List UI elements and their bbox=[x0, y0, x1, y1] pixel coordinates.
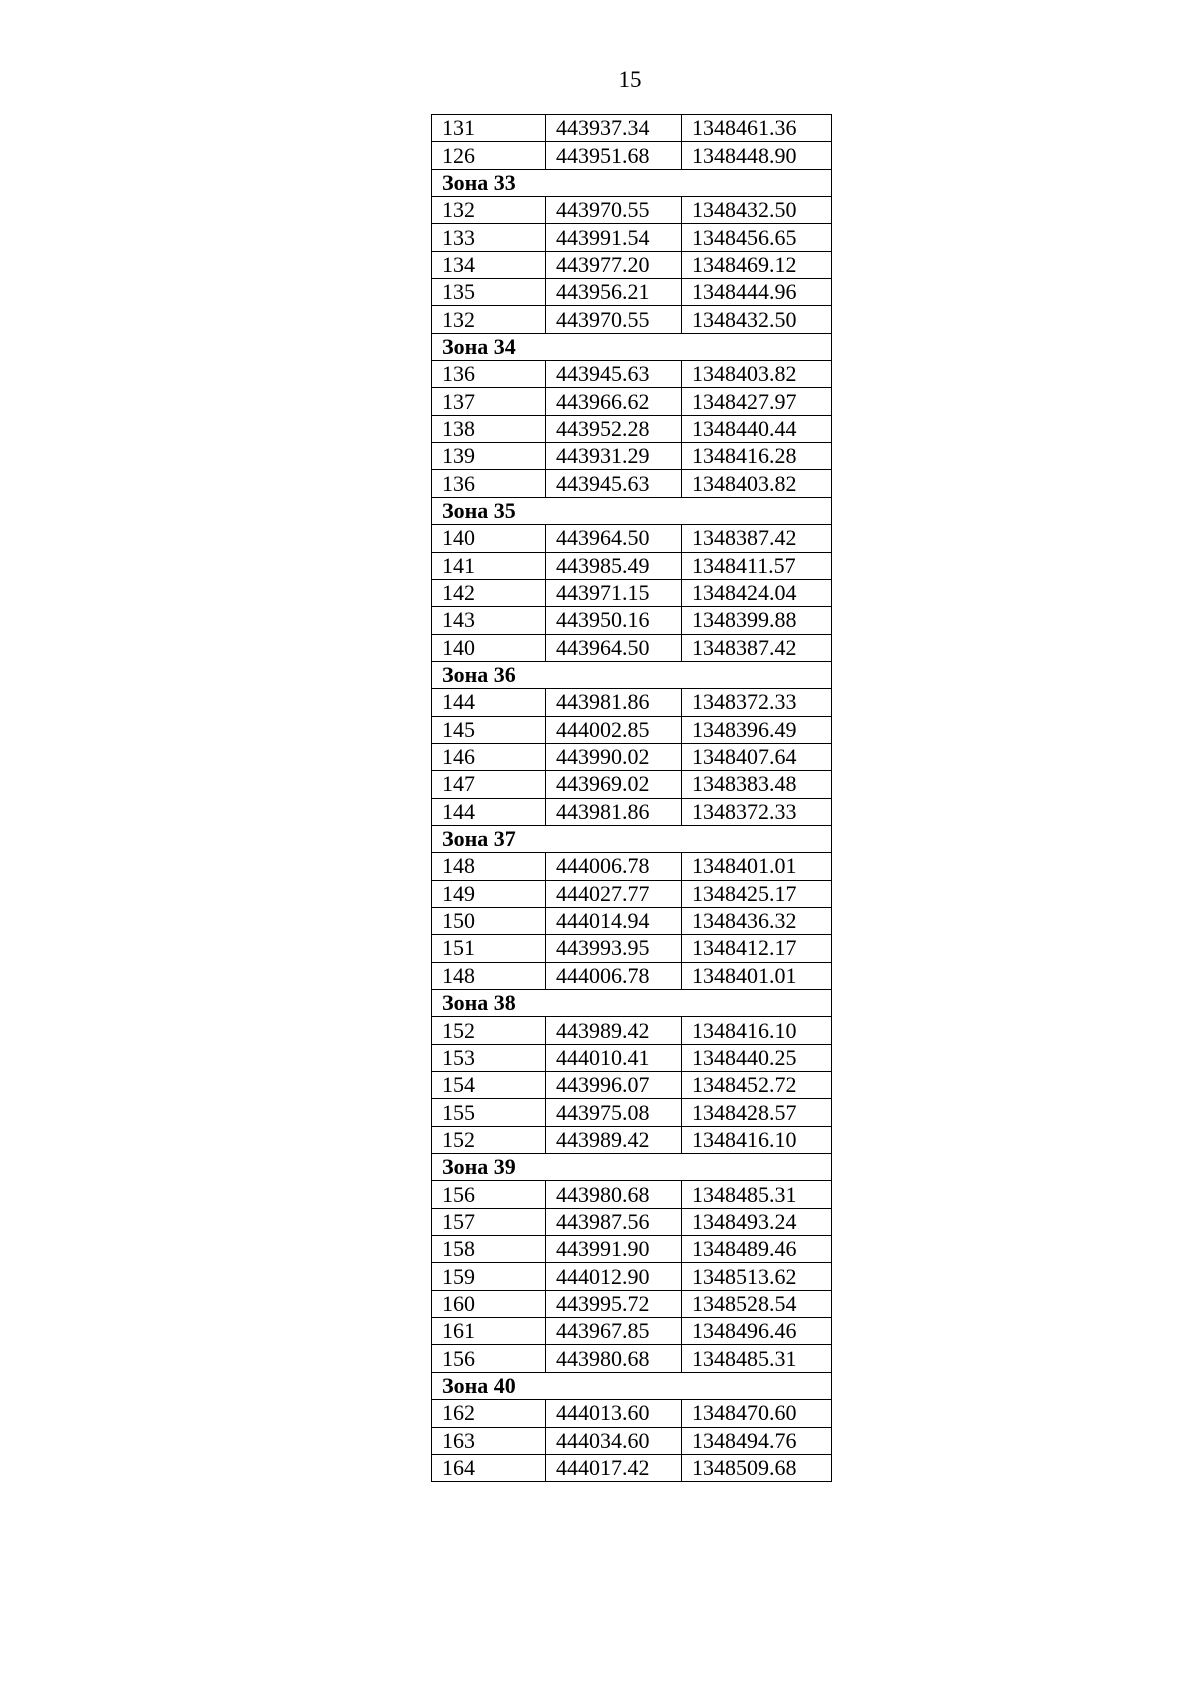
x-coordinate-cell: 443996.07 bbox=[546, 1072, 682, 1099]
x-coordinate-cell: 444013.60 bbox=[546, 1400, 682, 1427]
x-coordinate-cell: 444006.78 bbox=[546, 962, 682, 989]
coordinates-table bbox=[431, 114, 832, 1482]
point-row bbox=[432, 361, 832, 388]
point-id-cell: 150 bbox=[432, 907, 546, 934]
point-row bbox=[432, 388, 832, 415]
point-row bbox=[432, 1454, 832, 1481]
zone-header-row bbox=[432, 1154, 832, 1181]
point-id-cell: 157 bbox=[432, 1208, 546, 1235]
point-id-cell: 152 bbox=[432, 1126, 546, 1153]
zone-header-row bbox=[432, 825, 832, 852]
zone-header-row bbox=[432, 169, 832, 196]
zone-label: Зона 40 bbox=[432, 1372, 832, 1399]
x-coordinate-cell: 444006.78 bbox=[546, 853, 682, 880]
x-coordinate-cell: 443970.55 bbox=[546, 197, 682, 224]
y-coordinate-cell: 1348383.48 bbox=[682, 771, 832, 798]
point-id-cell: 163 bbox=[432, 1427, 546, 1454]
point-row bbox=[432, 415, 832, 442]
point-row bbox=[432, 1427, 832, 1454]
x-coordinate-cell: 443937.34 bbox=[546, 115, 682, 142]
y-coordinate-cell: 1348372.33 bbox=[682, 798, 832, 825]
x-coordinate-cell: 443995.72 bbox=[546, 1290, 682, 1317]
y-coordinate-cell: 1348485.31 bbox=[682, 1345, 832, 1372]
x-coordinate-cell: 443970.55 bbox=[546, 306, 682, 333]
point-id-cell: 144 bbox=[432, 689, 546, 716]
y-coordinate-cell: 1348448.90 bbox=[682, 142, 832, 169]
y-coordinate-cell: 1348432.50 bbox=[682, 197, 832, 224]
y-coordinate-cell: 1348452.72 bbox=[682, 1072, 832, 1099]
x-coordinate-cell: 443931.29 bbox=[546, 443, 682, 470]
point-id-cell: 156 bbox=[432, 1181, 546, 1208]
y-coordinate-cell: 1348416.10 bbox=[682, 1126, 832, 1153]
y-coordinate-cell: 1348427.97 bbox=[682, 388, 832, 415]
x-coordinate-cell: 443964.50 bbox=[546, 634, 682, 661]
y-coordinate-cell: 1348496.46 bbox=[682, 1318, 832, 1345]
point-id-cell: 132 bbox=[432, 306, 546, 333]
x-coordinate-cell: 443990.02 bbox=[546, 743, 682, 770]
zone-header-row bbox=[432, 661, 832, 688]
y-coordinate-cell: 1348493.24 bbox=[682, 1208, 832, 1235]
point-row bbox=[432, 115, 832, 142]
point-row bbox=[432, 1072, 832, 1099]
point-id-cell: 133 bbox=[432, 224, 546, 251]
point-id-cell: 159 bbox=[432, 1263, 546, 1290]
y-coordinate-cell: 1348509.68 bbox=[682, 1454, 832, 1481]
x-coordinate-cell: 444012.90 bbox=[546, 1263, 682, 1290]
point-id-cell: 137 bbox=[432, 388, 546, 415]
point-row bbox=[432, 1400, 832, 1427]
x-coordinate-cell: 443945.63 bbox=[546, 470, 682, 497]
y-coordinate-cell: 1348489.46 bbox=[682, 1236, 832, 1263]
x-coordinate-cell: 443966.62 bbox=[546, 388, 682, 415]
y-coordinate-cell: 1348412.17 bbox=[682, 935, 832, 962]
point-id-cell: 145 bbox=[432, 716, 546, 743]
x-coordinate-cell: 443952.28 bbox=[546, 415, 682, 442]
y-coordinate-cell: 1348440.25 bbox=[682, 1044, 832, 1071]
x-coordinate-cell: 443980.68 bbox=[546, 1181, 682, 1208]
y-coordinate-cell: 1348428.57 bbox=[682, 1099, 832, 1126]
point-id-cell: 146 bbox=[432, 743, 546, 770]
y-coordinate-cell: 1348387.42 bbox=[682, 634, 832, 661]
point-row bbox=[432, 935, 832, 962]
point-row bbox=[432, 771, 832, 798]
x-coordinate-cell: 443951.68 bbox=[546, 142, 682, 169]
point-row bbox=[432, 142, 832, 169]
point-row bbox=[432, 525, 832, 552]
point-row bbox=[432, 962, 832, 989]
point-row bbox=[432, 607, 832, 634]
x-coordinate-cell: 443971.15 bbox=[546, 579, 682, 606]
point-row bbox=[432, 1044, 832, 1071]
point-row bbox=[432, 689, 832, 716]
zone-header-row bbox=[432, 333, 832, 360]
coordinates-table-body bbox=[432, 115, 832, 1482]
x-coordinate-cell: 443980.68 bbox=[546, 1345, 682, 1372]
y-coordinate-cell: 1348432.50 bbox=[682, 306, 832, 333]
point-row bbox=[432, 279, 832, 306]
point-row bbox=[432, 1290, 832, 1317]
point-row bbox=[432, 197, 832, 224]
point-id-cell: 149 bbox=[432, 880, 546, 907]
point-row bbox=[432, 443, 832, 470]
zone-label: Зона 36 bbox=[432, 661, 832, 688]
point-row bbox=[432, 1017, 832, 1044]
x-coordinate-cell: 443981.86 bbox=[546, 689, 682, 716]
y-coordinate-cell: 1348469.12 bbox=[682, 251, 832, 278]
point-row bbox=[432, 853, 832, 880]
point-id-cell: 131 bbox=[432, 115, 546, 142]
y-coordinate-cell: 1348403.82 bbox=[682, 361, 832, 388]
x-coordinate-cell: 444034.60 bbox=[546, 1427, 682, 1454]
point-id-cell: 152 bbox=[432, 1017, 546, 1044]
y-coordinate-cell: 1348470.60 bbox=[682, 1400, 832, 1427]
point-id-cell: 140 bbox=[432, 525, 546, 552]
point-id-cell: 139 bbox=[432, 443, 546, 470]
x-coordinate-cell: 443945.63 bbox=[546, 361, 682, 388]
point-id-cell: 134 bbox=[432, 251, 546, 278]
point-row bbox=[432, 251, 832, 278]
x-coordinate-cell: 444017.42 bbox=[546, 1454, 682, 1481]
x-coordinate-cell: 443987.56 bbox=[546, 1208, 682, 1235]
x-coordinate-cell: 444027.77 bbox=[546, 880, 682, 907]
point-id-cell: 141 bbox=[432, 552, 546, 579]
x-coordinate-cell: 443989.42 bbox=[546, 1017, 682, 1044]
point-id-cell: 142 bbox=[432, 579, 546, 606]
point-id-cell: 151 bbox=[432, 935, 546, 962]
point-id-cell: 148 bbox=[432, 962, 546, 989]
point-id-cell: 147 bbox=[432, 771, 546, 798]
y-coordinate-cell: 1348416.28 bbox=[682, 443, 832, 470]
y-coordinate-cell: 1348424.04 bbox=[682, 579, 832, 606]
y-coordinate-cell: 1348396.49 bbox=[682, 716, 832, 743]
y-coordinate-cell: 1348456.65 bbox=[682, 224, 832, 251]
point-row bbox=[432, 1236, 832, 1263]
point-row bbox=[432, 1099, 832, 1126]
point-id-cell: 126 bbox=[432, 142, 546, 169]
y-coordinate-cell: 1348401.01 bbox=[682, 853, 832, 880]
point-id-cell: 156 bbox=[432, 1345, 546, 1372]
point-row bbox=[432, 743, 832, 770]
point-id-cell: 138 bbox=[432, 415, 546, 442]
y-coordinate-cell: 1348494.76 bbox=[682, 1427, 832, 1454]
zone-label: Зона 37 bbox=[432, 825, 832, 852]
y-coordinate-cell: 1348461.36 bbox=[682, 115, 832, 142]
x-coordinate-cell: 443981.86 bbox=[546, 798, 682, 825]
point-id-cell: 154 bbox=[432, 1072, 546, 1099]
y-coordinate-cell: 1348387.42 bbox=[682, 525, 832, 552]
x-coordinate-cell: 443991.54 bbox=[546, 224, 682, 251]
page-number: 15 bbox=[618, 67, 642, 92]
zone-header-row bbox=[432, 1372, 832, 1399]
y-coordinate-cell: 1348403.82 bbox=[682, 470, 832, 497]
zone-label: Зона 33 bbox=[432, 169, 832, 196]
point-id-cell: 140 bbox=[432, 634, 546, 661]
x-coordinate-cell: 443993.95 bbox=[546, 935, 682, 962]
y-coordinate-cell: 1348416.10 bbox=[682, 1017, 832, 1044]
y-coordinate-cell: 1348485.31 bbox=[682, 1181, 832, 1208]
x-coordinate-cell: 443975.08 bbox=[546, 1099, 682, 1126]
x-coordinate-cell: 444010.41 bbox=[546, 1044, 682, 1071]
zone-header-row bbox=[432, 497, 832, 524]
point-id-cell: 161 bbox=[432, 1318, 546, 1345]
point-id-cell: 160 bbox=[432, 1290, 546, 1317]
y-coordinate-cell: 1348401.01 bbox=[682, 962, 832, 989]
point-row bbox=[432, 470, 832, 497]
point-row bbox=[432, 1345, 832, 1372]
y-coordinate-cell: 1348399.88 bbox=[682, 607, 832, 634]
point-id-cell: 135 bbox=[432, 279, 546, 306]
x-coordinate-cell: 444014.94 bbox=[546, 907, 682, 934]
point-id-cell: 132 bbox=[432, 197, 546, 224]
point-row bbox=[432, 880, 832, 907]
point-row bbox=[432, 579, 832, 606]
y-coordinate-cell: 1348425.17 bbox=[682, 880, 832, 907]
point-id-cell: 164 bbox=[432, 1454, 546, 1481]
x-coordinate-cell: 443956.21 bbox=[546, 279, 682, 306]
point-row bbox=[432, 907, 832, 934]
point-id-cell: 143 bbox=[432, 607, 546, 634]
point-row bbox=[432, 1181, 832, 1208]
point-id-cell: 155 bbox=[432, 1099, 546, 1126]
zone-label: Зона 35 bbox=[432, 497, 832, 524]
point-id-cell: 148 bbox=[432, 853, 546, 880]
point-row bbox=[432, 1263, 832, 1290]
y-coordinate-cell: 1348528.54 bbox=[682, 1290, 832, 1317]
x-coordinate-cell: 443964.50 bbox=[546, 525, 682, 552]
x-coordinate-cell: 443985.49 bbox=[546, 552, 682, 579]
y-coordinate-cell: 1348411.57 bbox=[682, 552, 832, 579]
y-coordinate-cell: 1348513.62 bbox=[682, 1263, 832, 1290]
y-coordinate-cell: 1348436.32 bbox=[682, 907, 832, 934]
point-row bbox=[432, 1318, 832, 1345]
point-row bbox=[432, 798, 832, 825]
y-coordinate-cell: 1348407.64 bbox=[682, 743, 832, 770]
point-row bbox=[432, 224, 832, 251]
point-id-cell: 136 bbox=[432, 470, 546, 497]
point-row bbox=[432, 306, 832, 333]
point-id-cell: 144 bbox=[432, 798, 546, 825]
point-row bbox=[432, 634, 832, 661]
x-coordinate-cell: 444002.85 bbox=[546, 716, 682, 743]
point-row bbox=[432, 552, 832, 579]
point-id-cell: 136 bbox=[432, 361, 546, 388]
point-id-cell: 153 bbox=[432, 1044, 546, 1071]
x-coordinate-cell: 443991.90 bbox=[546, 1236, 682, 1263]
point-id-cell: 162 bbox=[432, 1400, 546, 1427]
x-coordinate-cell: 443977.20 bbox=[546, 251, 682, 278]
point-id-cell: 158 bbox=[432, 1236, 546, 1263]
y-coordinate-cell: 1348440.44 bbox=[682, 415, 832, 442]
point-row bbox=[432, 716, 832, 743]
point-row bbox=[432, 1208, 832, 1235]
zone-label: Зона 34 bbox=[432, 333, 832, 360]
zone-label: Зона 39 bbox=[432, 1154, 832, 1181]
x-coordinate-cell: 443969.02 bbox=[546, 771, 682, 798]
x-coordinate-cell: 443967.85 bbox=[546, 1318, 682, 1345]
zone-header-row bbox=[432, 990, 832, 1017]
x-coordinate-cell: 443950.16 bbox=[546, 607, 682, 634]
zone-label: Зона 38 bbox=[432, 990, 832, 1017]
x-coordinate-cell: 443989.42 bbox=[546, 1126, 682, 1153]
y-coordinate-cell: 1348372.33 bbox=[682, 689, 832, 716]
y-coordinate-cell: 1348444.96 bbox=[682, 279, 832, 306]
point-row bbox=[432, 1126, 832, 1153]
